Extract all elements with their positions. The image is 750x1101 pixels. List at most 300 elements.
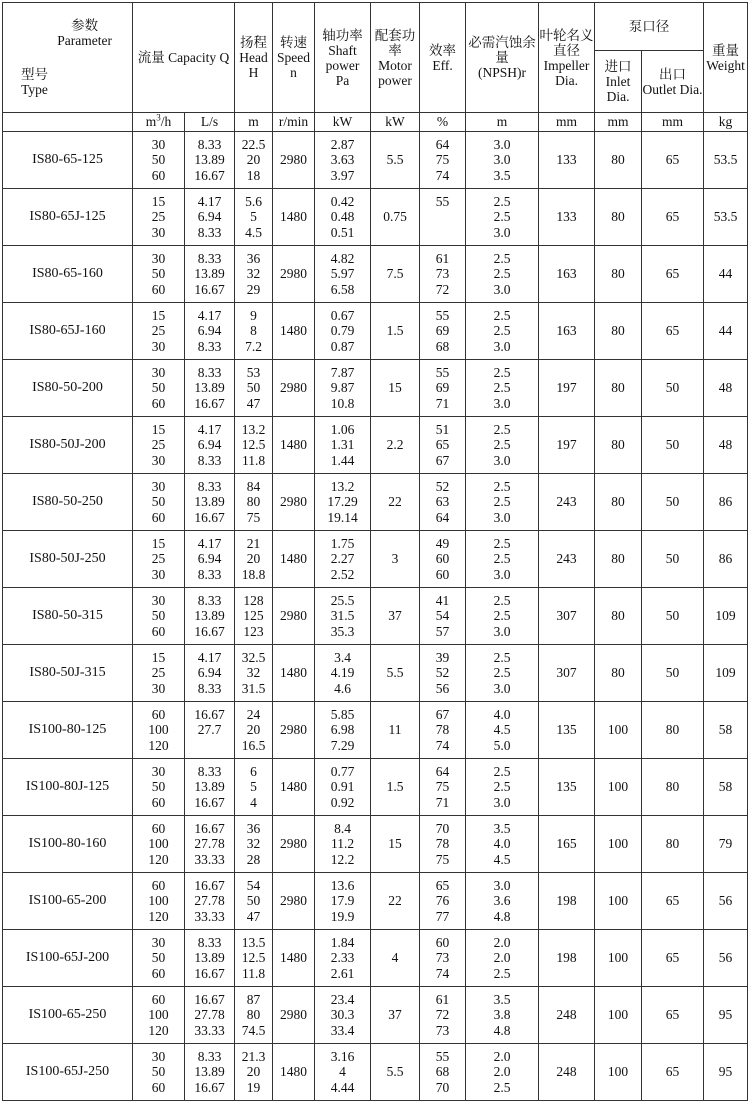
cell-head [235,132,273,189]
cell-motor: 5.5 [371,132,420,189]
cell-outlet: 50 [642,360,704,417]
cell-value: 25.5 [330,592,355,608]
cell-value: 2.0 [493,934,511,950]
cell-value: 60 [151,965,166,981]
table-row [3,1044,748,1101]
cell-value: 2.5 [493,779,511,795]
cell-head [235,759,273,816]
cell-weight: 53.5 [704,132,748,189]
speed-header: 转速 Speed n [273,3,315,113]
cell-value: 4.17 [197,421,222,437]
cell-speed: 1480 [273,189,315,246]
cell-type: IS80-65J-125 [3,189,133,246]
cell-value: 50 [246,893,261,909]
cell-head [235,303,273,360]
cell-value: 2.87 [330,136,355,152]
cell-value: 61 [435,250,450,266]
cell-inlet: 100 [595,816,642,873]
cell-ls [185,645,235,702]
impeller-header: 叶轮名义直径 Impeller Dia. [539,3,595,113]
cell-value: 50 [151,779,166,795]
cell-type: IS100-65-200 [3,873,133,930]
cell-outlet: 80 [642,816,704,873]
cell-ls [185,816,235,873]
cell-ls [185,987,235,1044]
cell-npsh [466,531,539,588]
cell-type: IS80-50J-315 [3,645,133,702]
cell-impeller: 197 [539,360,595,417]
cell-impeller: 307 [539,645,595,702]
cell-value: 27.78 [194,836,225,852]
cell-eff [420,531,466,588]
cell-type: IS80-50-200 [3,360,133,417]
cell-value: 78 [435,836,450,852]
cell-value: 3.0 [493,680,511,696]
cell-shaft [315,987,371,1044]
outlet-header: 出口 Outlet Dia. [642,51,704,113]
cell-value: 23.4 [330,991,355,1007]
cell-value: 31.5 [330,608,355,624]
cell-value: 3.0 [493,794,511,810]
cell-value: 16.67 [194,509,225,525]
cell-value: 13.89 [194,779,225,795]
cell-value: 87 [246,991,261,1007]
cell-value: 100 [148,836,169,852]
cell-weight: 44 [704,303,748,360]
cell-value: 3.0 [493,136,511,152]
cell-value: 29 [246,281,261,297]
table-row [3,645,748,702]
cell-motor: 11 [371,702,420,759]
cell-outlet: 50 [642,645,704,702]
cell-speed: 2980 [273,474,315,531]
cell-value: 4 [339,1064,346,1080]
port-header: 泵口径 [595,3,704,51]
weight-header: 重量 Weight [704,3,748,113]
table-row [3,531,748,588]
cell-head [235,1044,273,1101]
cell-value: 50 [151,608,166,624]
cell-shaft [315,702,371,759]
cell-npsh [466,1044,539,1101]
cell-value: 15 [151,535,166,551]
cell-m3h [133,189,185,246]
cell-npsh [466,930,539,987]
cell-value: 41 [435,592,450,608]
cell-value: 13.6 [330,877,355,893]
cell-value: 3.0 [493,509,511,525]
cell-weight: 56 [704,930,748,987]
cell-value: 6.98 [330,722,355,738]
cell-value: 69 [435,380,450,396]
cell-value: 19.9 [330,908,355,924]
cell-value: 30 [151,566,166,582]
cell-shaft [315,1044,371,1101]
cell-value: 21 [246,535,261,551]
cell-value: 25 [151,551,166,567]
cell-impeller: 163 [539,246,595,303]
cell-inlet: 80 [595,360,642,417]
units-blank-cell [3,113,133,132]
cell-shaft [315,759,371,816]
cell-value: 36 [246,250,261,266]
cell-value: 25 [151,209,166,225]
cell-value: 13.89 [194,608,225,624]
cell-value: 2.5 [493,763,511,779]
cell-type: IS80-65-160 [3,246,133,303]
table-row [3,987,748,1044]
cell-value: 6.94 [197,209,222,225]
cell-value: 4.5 [493,851,511,867]
cell-motor: 15 [371,360,420,417]
cell-value: 2.5 [493,478,511,494]
cell-weight: 56 [704,873,748,930]
cell-value: 8.33 [197,763,222,779]
cell-value: 50 [151,380,166,396]
cell-value: 50 [246,380,261,396]
cell-motor: 4 [371,930,420,987]
cell-value: 13.89 [194,494,225,510]
cell-value: 30 [151,452,166,468]
cell-m3h [133,132,185,189]
cell-value: 73 [435,1022,450,1038]
cell-value: 71 [435,794,450,810]
cell-value: 4.0 [493,706,511,722]
unit-outlet: mm [642,113,704,132]
cell-value: 2.5 [493,1079,511,1095]
cell-eff [420,303,466,360]
cell-value: 4.82 [330,250,355,266]
cell-ls [185,189,235,246]
cell-m3h [133,759,185,816]
units-row [3,113,748,132]
cell-outlet: 65 [642,987,704,1044]
cell-value: 2.5 [493,307,511,323]
cell-shaft [315,816,371,873]
cell-value: 17.29 [327,494,358,510]
cell-value: 73 [435,950,450,966]
cell-speed: 2980 [273,702,315,759]
cell-value: 33.33 [194,1022,225,1038]
cell-value: 24 [246,706,261,722]
cell-impeller: 248 [539,1044,595,1101]
cell-value: 60 [435,551,450,567]
cell-value: 8.33 [197,452,222,468]
cell-value: 11.8 [241,965,266,981]
npsh-header: 必需汽蚀余量 (NPSH)r [466,3,539,113]
cell-eff [420,588,466,645]
cell-type: IS80-65J-160 [3,303,133,360]
cell-value: 30 [151,338,166,354]
cell-motor: 1.5 [371,303,420,360]
cell-impeller: 133 [539,189,595,246]
cell-head [235,816,273,873]
cell-m3h [133,873,185,930]
table-row [3,759,748,816]
cell-value: 3.5 [493,991,511,1007]
cell-value: 51 [435,421,450,437]
cell-value: 2.5 [493,266,511,282]
cell-value: 4.8 [493,1022,511,1038]
cell-eff [420,816,466,873]
cell-value: 30 [151,364,166,380]
cell-value: 3.0 [493,224,511,240]
cell-value: 12.2 [330,851,355,867]
cell-value: 30 [151,680,166,696]
cell-m3h [133,246,185,303]
cell-value: 2.5 [493,193,511,209]
cell-value: 9.87 [330,380,355,396]
cell-type: IS100-80J-125 [3,759,133,816]
cell-value [185,738,234,754]
cell-value: 2.5 [493,608,511,624]
cell-value: 60 [151,991,166,1007]
cell-impeller: 163 [539,303,595,360]
cell-motor: 3 [371,531,420,588]
cell-value: 123 [243,623,264,639]
cell-outlet: 50 [642,474,704,531]
cell-value: 6.94 [197,665,222,681]
cell-value: 70 [435,1079,450,1095]
cell-value: 3.4 [334,649,351,665]
cell-outlet: 80 [642,702,704,759]
cell-value: 4.17 [197,193,222,209]
cell-value: 16.67 [194,820,225,836]
cell-motor: 37 [371,588,420,645]
cell-motor: 7.5 [371,246,420,303]
cell-npsh [466,588,539,645]
cell-value: 54 [246,877,261,893]
cell-m3h [133,702,185,759]
cell-npsh [466,873,539,930]
cell-weight: 48 [704,360,748,417]
cell-weight: 44 [704,246,748,303]
cell-value: 57 [435,623,450,639]
cell-value: 32 [246,665,261,681]
cell-ls [185,759,235,816]
cell-value: 50 [151,152,166,168]
cell-m3h [133,987,185,1044]
cell-value: 19.14 [327,509,358,525]
cell-value: 5 [250,209,257,225]
cell-shaft [315,873,371,930]
unit-motor: kW [371,113,420,132]
cell-value: 84 [246,478,261,494]
cell-motor: 37 [371,987,420,1044]
cell-value: 4.44 [330,1079,355,1095]
cell-outlet: 50 [642,588,704,645]
cell-impeller: 243 [539,531,595,588]
cell-value: 16.67 [194,281,225,297]
cell-value: 8.33 [197,478,222,494]
cell-value: 16.67 [194,1079,225,1095]
cell-motor: 5.5 [371,645,420,702]
cell-value: 8.33 [197,338,222,354]
cell-impeller: 243 [539,474,595,531]
cell-value: 50 [151,494,166,510]
cell-ls [185,873,235,930]
cell-impeller: 135 [539,759,595,816]
cell-value: 8.33 [197,224,222,240]
cell-value: 25 [151,323,166,339]
table-row [3,930,748,987]
cell-value: 20 [246,551,261,567]
cell-value: 4.17 [197,535,222,551]
cell-value: 30 [151,478,166,494]
cell-value: 18.8 [241,566,266,582]
cell-value: 3.0 [493,623,511,639]
cell-value: 56 [435,680,450,696]
cell-value: 5.0 [493,737,511,753]
cell-value: 2.5 [493,665,511,681]
cell-motor: 22 [371,873,420,930]
cell-value: 0.92 [330,794,355,810]
cell-value: 120 [148,737,169,753]
cell-value: 32 [246,836,261,852]
cell-value: 20 [246,1064,261,1080]
cell-eff [420,417,466,474]
cell-value: 75 [435,779,450,795]
cell-eff [420,360,466,417]
cell-inlet: 100 [595,987,642,1044]
unit-impeller: mm [539,113,595,132]
cell-value: 80 [246,494,261,510]
cell-value: 120 [148,851,169,867]
cell-outlet: 50 [642,417,704,474]
cell-value: 27.78 [194,893,225,909]
cell-speed: 1480 [273,759,315,816]
type-label-en: Type [21,82,48,97]
cell-value: 2.0 [493,1048,511,1064]
cell-head [235,702,273,759]
cell-value: 22.5 [241,136,266,152]
head-header: 扬程 Head H [235,3,273,113]
cell-weight: 109 [704,645,748,702]
cell-value: 33.4 [330,1022,355,1038]
cell-m3h [133,1044,185,1101]
unit-eff: % [420,113,466,132]
table-row [3,246,748,303]
cell-value: 55 [435,1048,450,1064]
cell-value: 5.6 [245,193,262,209]
cell-shaft [315,645,371,702]
cell-shaft [315,417,371,474]
cell-head [235,360,273,417]
cell-value: 60 [151,706,166,722]
cell-impeller: 135 [539,702,595,759]
cell-shaft [315,189,371,246]
cell-value: 6.94 [197,323,222,339]
cell-value: 49 [435,535,450,551]
cell-value: 54 [435,608,450,624]
shaft-power-header: 轴功率 Shaft power Pa [315,3,371,113]
cell-ls [185,531,235,588]
cell-ls [185,132,235,189]
cell-speed: 2980 [273,987,315,1044]
cell-m3h [133,303,185,360]
cell-eff [420,474,466,531]
cell-value: 0.87 [330,338,355,354]
cell-value: 4.17 [197,649,222,665]
cell-value: 6 [250,763,257,779]
cell-value: 50 [151,1064,166,1080]
cell-value: 30 [151,592,166,608]
cell-head [235,474,273,531]
cell-value: 20 [246,722,261,738]
flow-header: 流量 Capacity Q [133,3,235,113]
cell-inlet: 80 [595,474,642,531]
cell-value: 28 [246,851,261,867]
cell-value: 75 [435,152,450,168]
cell-value: 4.6 [334,680,351,696]
cell-value: 2.5 [493,649,511,665]
cell-speed: 2980 [273,873,315,930]
unit-npsh: m [466,113,539,132]
cell-value: 4.19 [330,665,355,681]
cell-ls [185,303,235,360]
cell-head [235,417,273,474]
cell-impeller: 165 [539,816,595,873]
cell-inlet: 100 [595,759,642,816]
cell-value: 52 [435,665,450,681]
cell-outlet: 80 [642,759,704,816]
cell-value: 15 [151,307,166,323]
cell-inlet: 80 [595,303,642,360]
cell-weight: 86 [704,531,748,588]
cell-weight: 58 [704,702,748,759]
cell-value: 11.2 [330,836,355,852]
cell-inlet: 80 [595,246,642,303]
cell-value: 65 [435,877,450,893]
cell-value: 17.9 [330,893,355,909]
cell-shaft [315,360,371,417]
cell-value: 67 [435,706,450,722]
cell-value: 4.5 [245,224,262,240]
cell-outlet: 65 [642,246,704,303]
cell-shaft [315,474,371,531]
cell-value: 3.0 [493,877,511,893]
cell-motor: 2.2 [371,417,420,474]
cell-m3h [133,417,185,474]
cell-eff [420,987,466,1044]
cell-speed: 2980 [273,360,315,417]
cell-value: 65 [435,437,450,453]
cell-value: 47 [246,395,261,411]
cell-weight: 95 [704,1044,748,1101]
cell-shaft [315,588,371,645]
cell-inlet: 80 [595,189,642,246]
cell-value: 30 [151,763,166,779]
cell-value: 1.75 [330,535,355,551]
cell-value: 6.58 [330,281,355,297]
cell-value: 30 [151,136,166,152]
cell-ls [185,1044,235,1101]
cell-value: 2.5 [493,380,511,396]
cell-weight: 58 [704,759,748,816]
cell-head [235,531,273,588]
cell-value: 100 [148,722,169,738]
cell-type: IS80-50-250 [3,474,133,531]
cell-value: 2.61 [330,965,355,981]
cell-impeller: 133 [539,132,595,189]
cell-value: 125 [243,608,264,624]
cell-value: 60 [151,395,166,411]
cell-value: 50 [151,266,166,282]
cell-impeller: 248 [539,987,595,1044]
cell-value: 2.33 [330,950,355,966]
cell-npsh [466,474,539,531]
cell-npsh [466,246,539,303]
